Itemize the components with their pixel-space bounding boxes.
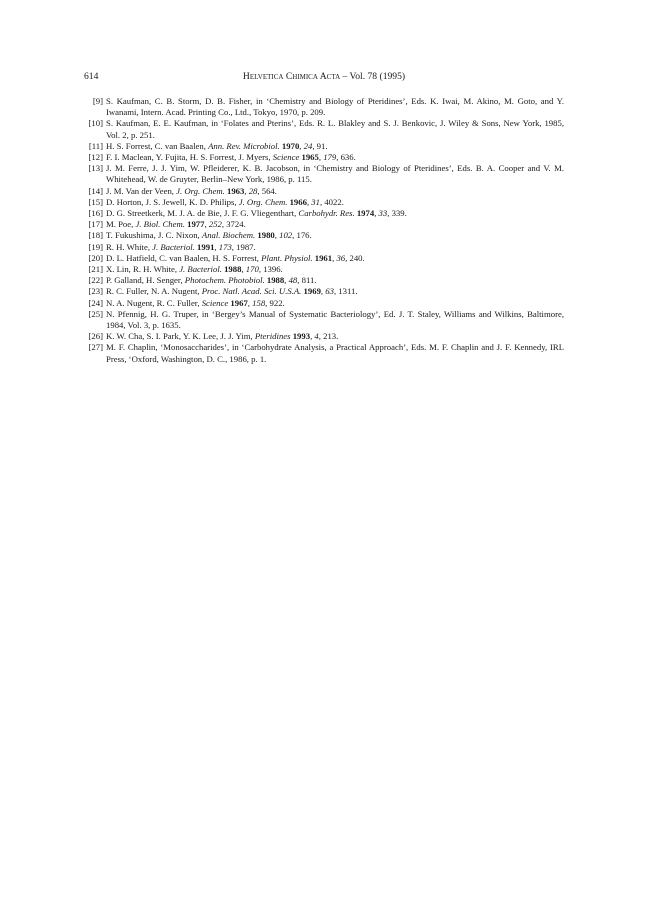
reference-text: , 922. [265, 297, 285, 308]
reference-year: 1965 [301, 152, 319, 163]
reference-italic-text: Pteridines [254, 331, 291, 342]
reference-year: 1980 [257, 230, 275, 241]
reference-text: S. Kaufman, E. E. Kaufman, in ‘Folates and Pterins’, Eds. R. L. Blakley and S. J. Benkovic, J. Wiley & Sons, New York, 1985, Vol. 2, p. 251. [106, 118, 564, 140]
reference-text: , [332, 252, 337, 263]
reference-text: D. G. Streetkerk, M. J. A. de Bie, J. F. G. Vliegenthart, [106, 208, 299, 219]
reference-text: , [310, 331, 315, 342]
reference-italic-text: Photochem. Photobiol. [184, 275, 265, 286]
reference-text: , 564. [257, 185, 277, 196]
reference-italic-text: Science [201, 297, 229, 308]
reference-text: , 1987. [231, 241, 256, 252]
reference-text: , 636. [336, 152, 356, 163]
reference-number: [15] [88, 196, 103, 207]
reference-entry [84, 331, 564, 342]
reference-text: , [306, 196, 312, 207]
reference-text: , 176. [292, 230, 312, 241]
reference-text: , [318, 152, 324, 163]
reference-text: , [320, 286, 326, 297]
reference-italic-text: Ann. Rev. Microbiol. [208, 140, 280, 151]
reference-number: [13] [88, 163, 103, 174]
reference-number: [17] [88, 219, 103, 230]
journal-volume: – Vol. 78 (1995) [342, 71, 406, 82]
reference-italic-text: 48 [288, 275, 298, 286]
reference-italic-text: Science [272, 152, 300, 163]
reference-italic-text: 4 [314, 331, 319, 342]
reference-italic-text: Carbohydr. Res. [298, 208, 355, 219]
reference-text: , 1311. [333, 286, 358, 297]
reference-italic-text: 36 [336, 252, 346, 263]
reference-italic-text: Anal. Biochem. [201, 230, 256, 241]
reference-italic-text: J. Bacteriol. [179, 264, 222, 275]
reference-text: , [274, 230, 280, 241]
reference-italic-text: J. Bacteriol. [152, 241, 195, 252]
reference-text: , 1396. [258, 264, 283, 275]
reference-italic-text: 31 [311, 196, 320, 207]
reference-number: [27] [88, 342, 103, 353]
reference-text: , [241, 264, 246, 275]
reference-text: F. I. Maclean, Y. Fujita, H. S. Forrest, J. Myers, [106, 152, 273, 163]
reference-italic-text: J. Org. Chem. [176, 185, 225, 196]
reference-number: [23] [88, 286, 103, 297]
reference-number: [11] [88, 140, 103, 151]
reference-text: H. S. Forrest, C. van Baalen, [106, 140, 209, 151]
reference-text: , 240. [345, 252, 365, 263]
reference-number: [22] [88, 275, 103, 286]
reference-text: , [244, 185, 249, 196]
reference-entry [84, 96, 564, 118]
reference-text: N. A. Nugent, R. C. Fuller, [106, 297, 202, 308]
reference-text: D. L. Hatfield, C. van Baalen, H. S. Forrest, [106, 252, 262, 263]
reference-year: 1961 [314, 252, 333, 263]
reference-text: S. Kaufman, C. B. Storm, D. B. Fisher, in ‘Chemistry and Biology of Pteridines’, Eds. K. Iwai, M. Akino, M. Goto, and Y. Iwanami, Intern. Acad. Printing Co., Ltd., Tokyo, 1970, p. 209. [106, 96, 564, 118]
reference-italic-text: 28 [248, 185, 258, 196]
reference-italic-text: Proc. Natl. Acad. Sci. U.S.A. [201, 286, 302, 297]
reference-text: , 213. [318, 331, 339, 342]
reference-year: 1970 [281, 140, 300, 151]
reference-number: [19] [88, 241, 103, 252]
reference-text: M. F. Chaplin, ‘Monosaccharides’, in ‘Carbohydrate Analysis, a Practical Approach’, Eds. M. F. Chaplin and J. F. Kennedy, IRL Press, ‘Oxford, Washington, D. C., 1986, p. 1. [106, 342, 564, 364]
reference-text: , 811. [297, 275, 317, 286]
reference-text: , [204, 219, 209, 230]
reference-italic-text: 173 [218, 241, 232, 252]
reference-entry [84, 152, 564, 163]
reference-number: [10] [88, 118, 103, 129]
reference-number: [25] [88, 308, 103, 319]
reference-year: 1988 [266, 275, 285, 286]
reference-number: [21] [88, 264, 103, 275]
reference-year: 1993 [292, 331, 311, 342]
reference-entry [84, 264, 564, 275]
reference-number: [12] [88, 152, 103, 163]
reference-entry [84, 342, 564, 364]
reference-entry [84, 309, 564, 331]
reference-year: 1991 [197, 241, 215, 252]
reference-italic-text: 63 [325, 286, 334, 297]
reference-text: D. Horton, J. S. Jewell, K. D. Philips, [106, 196, 239, 207]
reference-entry [84, 298, 564, 309]
reference-entry [84, 186, 564, 197]
reference-text: , 339. [387, 208, 407, 219]
reference-year: 1969 [303, 286, 321, 297]
reference-text: , 4022. [319, 196, 344, 207]
reference-text: K. W. Cha, S. I. Park, Y. K. Lee, J. J. Yim, [106, 331, 255, 342]
journal-name: Helvetica Chimica Acta [242, 71, 341, 82]
reference-year: 1974 [356, 208, 375, 219]
reference-italic-text: J. Org. Chem. [238, 196, 288, 207]
reference-text: J. M. Van der Veen, [106, 185, 177, 196]
reference-text: P. Galland, H. Senger, [106, 275, 185, 286]
reference-list [84, 96, 564, 365]
reference-year: 1988 [224, 264, 242, 275]
reference-italic-text: 33 [378, 208, 388, 219]
reference-year: 1977 [187, 219, 205, 230]
reference-entry [84, 230, 564, 241]
reference-italic-text: J. Biol. Chem. [135, 219, 185, 230]
reference-entry [84, 219, 564, 230]
reference-number: [26] [88, 331, 103, 342]
reference-text: J. M. Ferre, J. J. Yim, W. Pfleiderer, K. B. Jacobson, in ‘Chemistry and Biology of Pteridines’, Eds. B. A. Cooper and V. M. Whitehead, W. de Gruyter, Berlin–New York, 1986, p. 115. [106, 163, 564, 185]
reference-text: , 3724. [221, 219, 246, 230]
reference-text: , [284, 275, 289, 286]
reference-entry [84, 163, 564, 185]
reference-text: , 91. [312, 140, 328, 151]
reference-text: R. H. White, [106, 241, 153, 252]
reference-number: [24] [88, 297, 103, 308]
reference-entry [84, 275, 564, 286]
reference-italic-text: 252 [208, 219, 222, 230]
reference-year: 1963 [226, 185, 245, 196]
reference-italic-text: 24 [303, 140, 313, 151]
reference-entry [84, 242, 564, 253]
reference-text: , [299, 140, 304, 151]
running-header [84, 71, 564, 85]
reference-italic-text: Plant. Physiol. [261, 252, 313, 263]
reference-text: R. C. Fuller, N. A. Nugent, [106, 286, 202, 297]
reference-italic-text: 102 [279, 230, 293, 241]
reference-number: [20] [88, 252, 103, 263]
reference-entry [84, 141, 564, 152]
journal-citation [84, 71, 564, 82]
reference-text: N. Pfennig, H. G. Truper, in ‘Bergey’s Manual of Systematic Bacteriology’, Ed. J. T. Staley, Williams and Wilkins, Baltimore, 1984, Vol. 3, p. 1635. [106, 308, 564, 331]
reference-italic-text: 170 [245, 264, 259, 275]
reference-entry [84, 286, 564, 297]
reference-entry [84, 197, 564, 208]
reference-italic-text: 179 [323, 152, 337, 163]
reference-entry [84, 208, 564, 219]
reference-number: [16] [88, 208, 103, 219]
reference-year: 1966 [289, 196, 307, 207]
reference-number: [9] [92, 96, 103, 106]
reference-entry [84, 253, 564, 264]
reference-number: [18] [88, 230, 103, 241]
reference-text: , [247, 297, 253, 308]
reference-text: , [214, 241, 219, 252]
reference-text: M. Poe, [106, 219, 136, 230]
reference-entry [84, 118, 564, 140]
page-number: 614 [84, 71, 99, 82]
reference-text: X. Lin, R. H. White, [106, 264, 180, 275]
reference-year: 1967 [230, 297, 248, 308]
reference-text: T. Fukushima, J. C. Nixon, [106, 230, 202, 241]
reference-number: [14] [88, 185, 103, 196]
reference-italic-text: 158 [252, 297, 266, 308]
reference-text: , [374, 208, 379, 219]
